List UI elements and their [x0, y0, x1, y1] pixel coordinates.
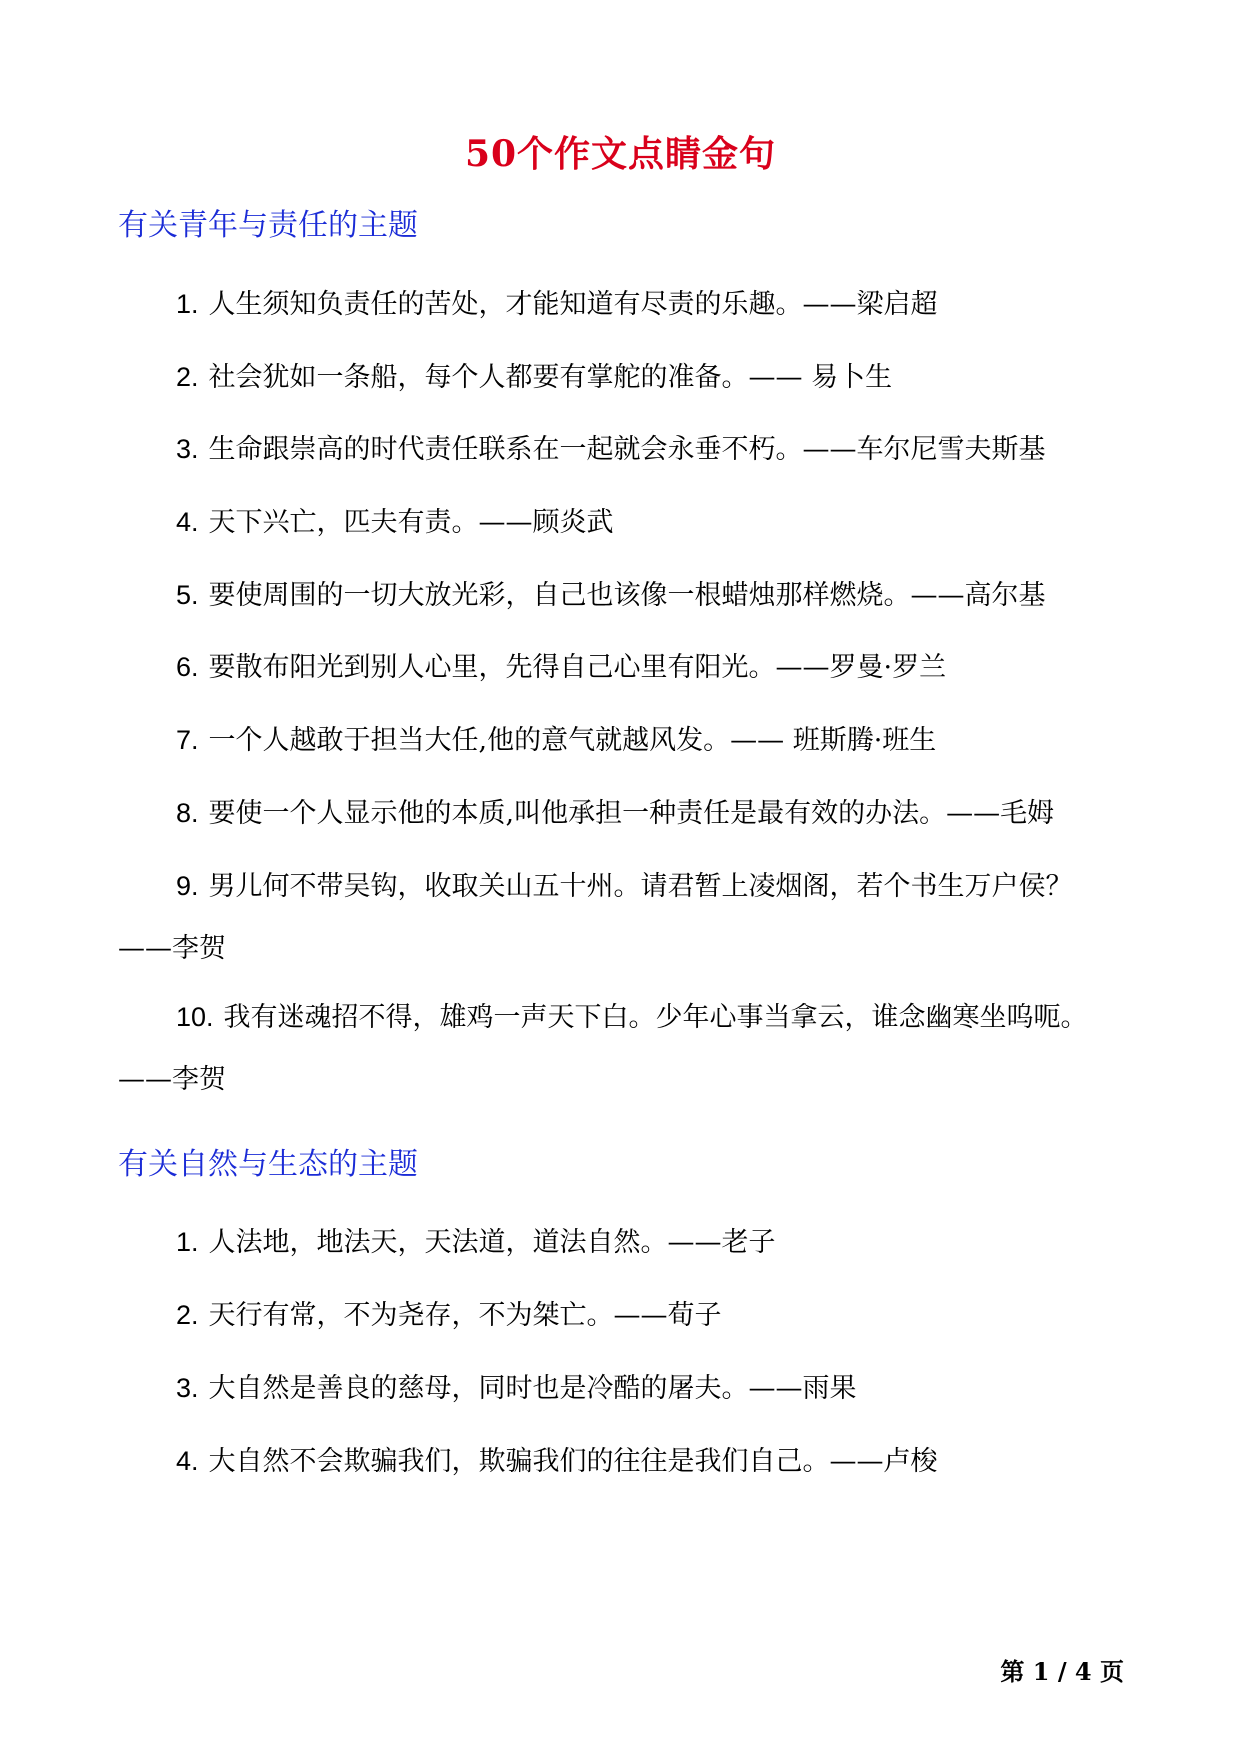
list-item: [118, 709, 1138, 772]
item-text: 生命跟崇高的时代责任联系在一起就会永垂不朽。——车尔尼雪夫斯基: [208, 434, 1046, 465]
item-number: 2.: [176, 362, 199, 392]
list-item: [118, 1357, 1138, 1420]
item-text: 人生须知负责任的苦处，才能知道有尽责的乐趣。——梁启超: [208, 289, 938, 320]
item-number: 6.: [176, 652, 199, 682]
list-item: [118, 418, 1138, 481]
item-text: 大自然不会欺骗我们，欺骗我们的往往是我们自己。——卢梭: [208, 1446, 938, 1477]
item-number: 4.: [176, 507, 199, 537]
item-text: 天下兴亡，匹夫有责。——顾炎武: [208, 507, 614, 538]
section-heading-youth-responsibility: 有关青年与责任的主题: [118, 208, 418, 243]
document-title: 50个作文点睛金句: [464, 133, 777, 175]
item-text: 要散布阳光到别人心里，先得自己心里有阳光。——罗曼·罗兰: [208, 652, 947, 683]
list-item: [118, 986, 1128, 1111]
item-text: 要使周围的一切大放光彩，自己也该像一根蜡烛那样燃烧。——高尔基: [208, 580, 1046, 611]
item-number: 10.: [176, 1002, 214, 1032]
item-attribution: ——李贺: [118, 1064, 226, 1095]
item-number: 3.: [176, 434, 199, 464]
item-number: 2.: [176, 1300, 199, 1330]
item-text: 要使一个人显示他的本质,叫他承担一种责任是最有效的办法。——毛姆: [208, 798, 1055, 829]
list-item: [118, 636, 1138, 699]
item-text: 大自然是善良的慈母，同时也是冷酷的屠夫。——雨果: [208, 1373, 857, 1404]
list-item: [118, 564, 1138, 627]
item-text: 社会犹如一条船，每个人都要有掌舵的准备。—— 易卜生: [208, 362, 893, 393]
list-item: [118, 1284, 1138, 1347]
item-number: 8.: [176, 798, 199, 828]
list-item: [118, 1430, 1138, 1493]
list-item: [118, 346, 1138, 409]
list-item: [118, 1211, 1138, 1274]
item-attribution: ——李贺: [118, 933, 226, 964]
item-number: 7.: [176, 725, 199, 755]
item-number: 1.: [176, 1227, 199, 1257]
item-number: 5.: [176, 580, 199, 610]
item-number: 9.: [176, 871, 199, 901]
item-text: 人法地，地法天，天法道，道法自然。——老子: [208, 1227, 776, 1258]
item-text: 我有迷魂招不得，雄鸡一声天下白。少年心事当拿云，谁念幽寒坐呜呃。: [223, 1002, 1088, 1033]
item-text: 一个人越敢于担当大任,他的意气就越风发。—— 班斯腾·班生: [208, 725, 937, 756]
list-item: [118, 782, 1138, 845]
item-text: 男儿何不带吴钩，收取关山五十州。请君暂上凌烟阁，若个书生万户侯？: [208, 871, 1073, 902]
list-item: [118, 491, 1138, 554]
item-text: 天行有常，不为尧存，不为桀亡。——荀子: [208, 1300, 722, 1331]
list-item: [118, 855, 1128, 980]
item-number: 1.: [176, 289, 199, 319]
item-number: 3.: [176, 1373, 199, 1403]
item-number: 4.: [176, 1446, 199, 1476]
list-item: [118, 273, 1138, 336]
section-heading-nature-ecology: 有关自然与生态的主题: [118, 1147, 418, 1182]
page-number: 第 1 / 4 页: [1000, 1657, 1124, 1686]
